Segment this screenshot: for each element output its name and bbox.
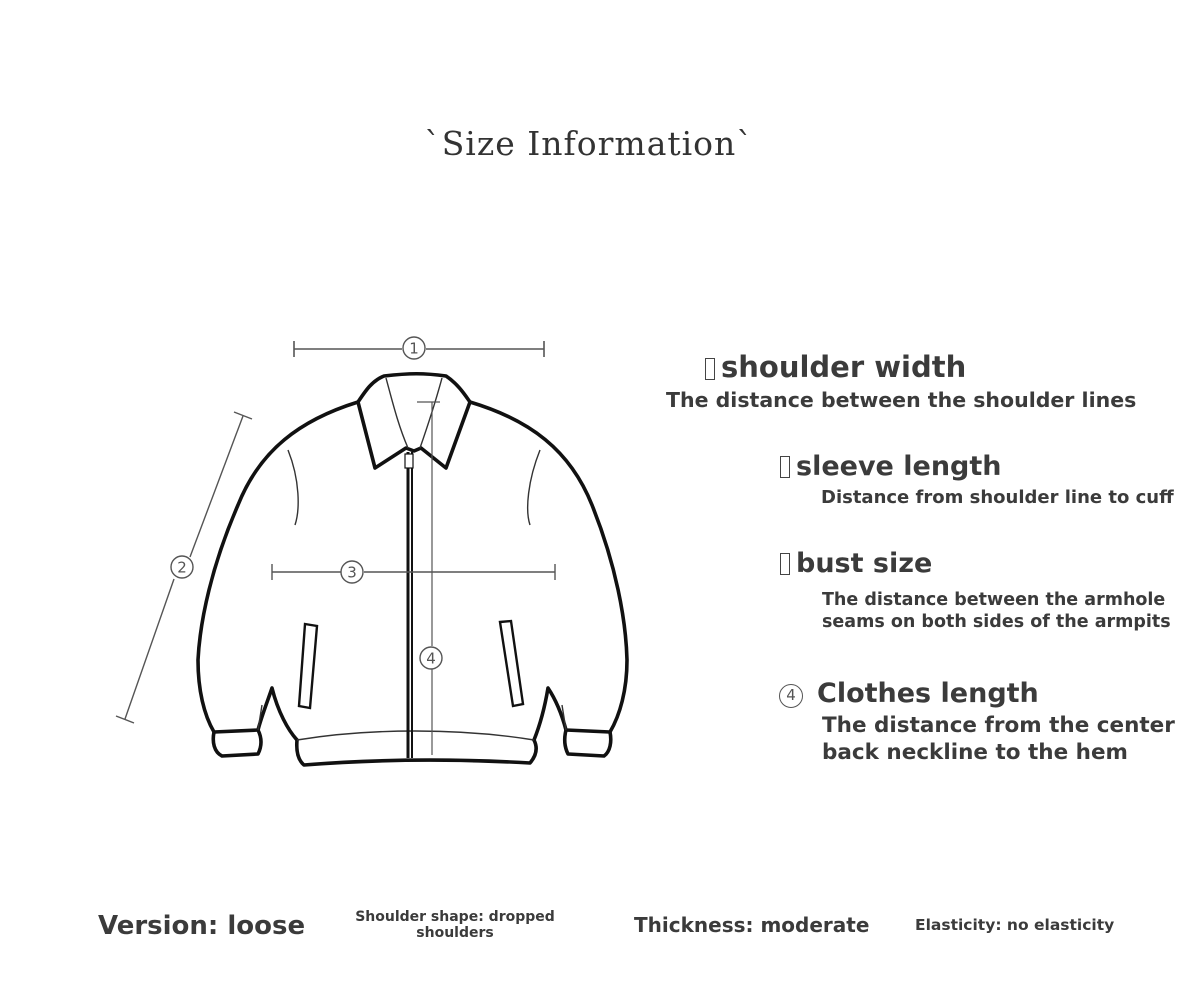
attribute-thickness: Thickness: moderate (634, 913, 870, 937)
legend-length-desc: The distance from the center back neckline to the hem (822, 713, 1175, 765)
legend-length-heading: 4 Clothes length (779, 678, 1039, 709)
legend-sleeve-desc: Distance from shoulder line to cuff (821, 487, 1174, 508)
legend-shoulder-heading: shoulder width (705, 350, 966, 384)
missing-glyph-icon (780, 553, 790, 575)
sleeve-length-marker (116, 412, 252, 723)
marker-3-label: 3 (347, 563, 357, 582)
marker-4-label: 4 (426, 649, 436, 668)
left-pocket (299, 624, 317, 708)
missing-glyph-icon (705, 358, 715, 380)
missing-glyph-icon (780, 456, 790, 478)
page-title: `Size Information` (424, 124, 754, 163)
zipper (405, 452, 413, 758)
jacket-diagram (0, 0, 700, 800)
bust-size-marker (272, 561, 555, 583)
shoulder-width-marker (294, 337, 544, 359)
marker-1-label: 1 (409, 339, 419, 358)
legend-sleeve-heading: sleeve length (780, 451, 1002, 482)
attribute-version: Version: loose (98, 911, 306, 941)
attribute-shoulder-shape: Shoulder shape: dropped shoulders (355, 909, 555, 941)
legend-shoulder-desc: The distance between the shoulder lines (666, 388, 1137, 412)
legend-bust-heading: bust size (780, 548, 932, 579)
legend-bust-desc: The distance between the armhole seams on both sides of the armpits (822, 590, 1171, 632)
right-pocket (500, 621, 523, 706)
marker-2-label: 2 (177, 558, 187, 577)
attribute-elasticity: Elasticity: no elasticity (915, 916, 1115, 934)
number-4-icon: 4 (779, 684, 803, 708)
